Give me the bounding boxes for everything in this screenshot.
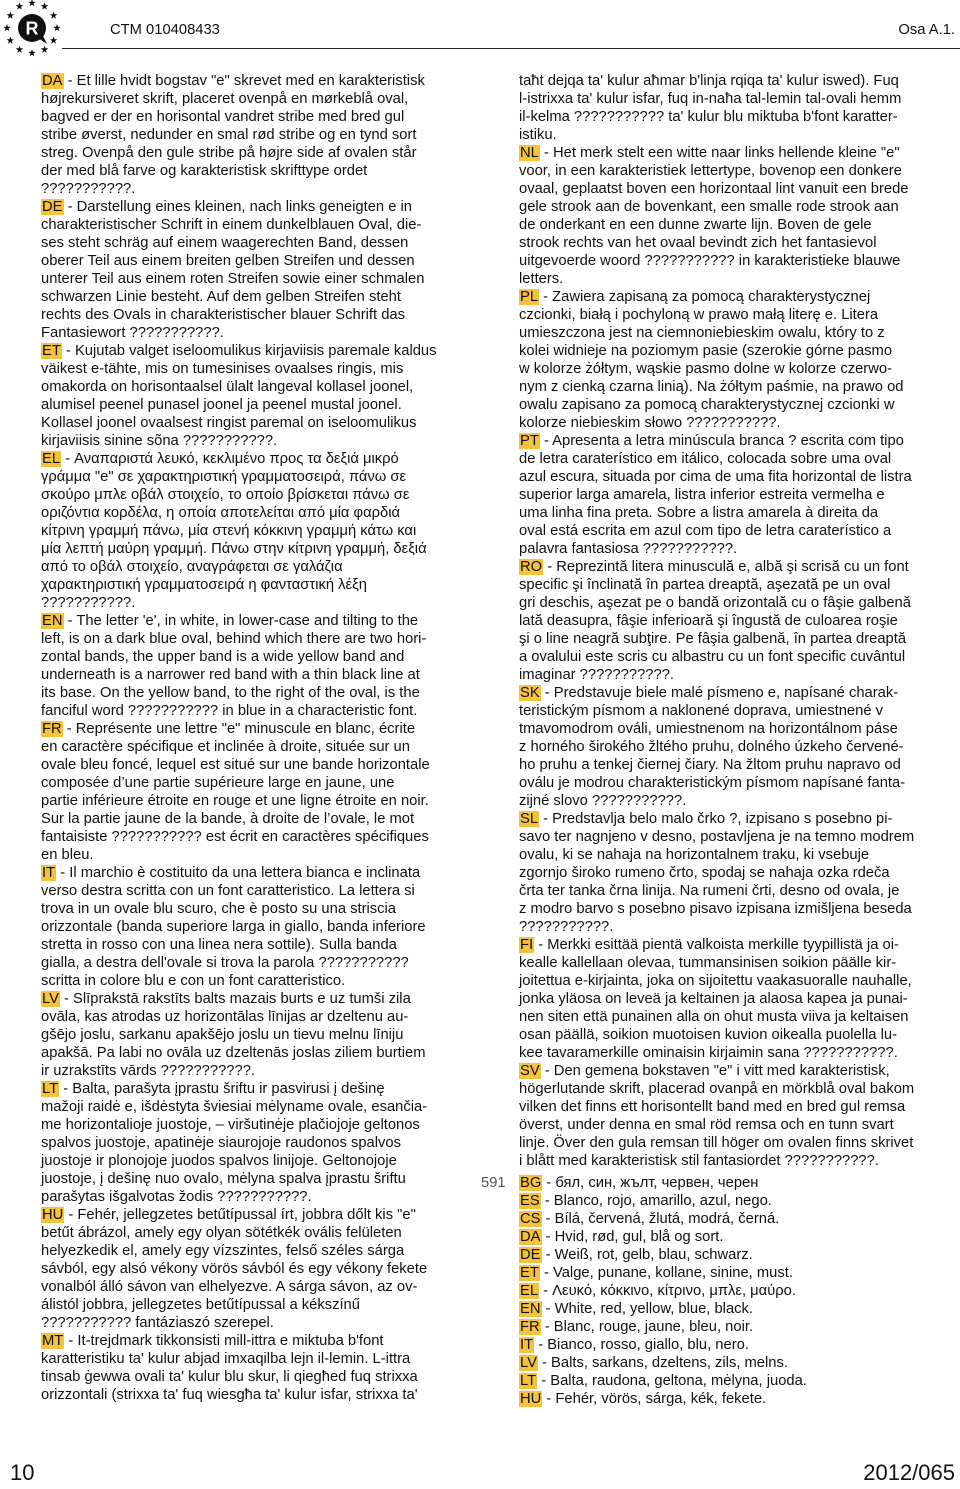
description-da [41,72,451,198]
description-text: - Kujutab valget iseloomulikus kirjaviisis paremale kaldus väikest e-tähte, mis on tumesinises ovaalses ringis, mis omakorda on horisontaalsel ülalt langeval kollasel joonel, alumisel peenel punasel joonel ja peenel mustal joonel. Kollasel joonel ovaalsest ringist paremal on iseloomulikus kirjaviisis sinine sõna ???????????. [41,343,437,449]
description-text: - Het merk stelt een witte naar links hellende kleine "e" voor, in een karakteristiek lettertype, bovenop een donkere ovaal, geplaatst boven een horizontaal lint vanuit een brede gele strook aan de bovenkant, een smalle rode strook aan de onderkant en een dunne zwarte lijn. Boven de gele strook rechts van het ovaal bevindt zich het fantasievol uitgevoerde woord ??????????? in karakteristieke blauwe letters. [519,145,909,287]
colour-claim-et [519,1264,929,1282]
description-text: - Predstavuje biele malé písmeno e, napísané charak- teristickým písmom a naklonené doprava, umiestnené v tmavomodrom ováli, umiestnenom na horizontálnom páse z horného širokého žltého pruhu, dolného úzkeho červené- ho pruhu a tenkej čiernej čiary. Na žltom pruhu napravo od oválu je modrou charakteristickým písmom napísané fanta- zijné slovo ???????????. [519,685,906,809]
description-lv [41,990,451,1080]
colour-claim-es [519,1192,929,1210]
description-pl [519,288,929,432]
logo-star [50,12,58,19]
description-mt [41,1332,451,1404]
logo-star [7,37,15,44]
language-code: ES [520,1193,540,1209]
description-de [41,198,451,342]
description-hu [41,1206,451,1332]
right-column [519,72,929,1408]
colour-claim-lt [519,1372,929,1390]
language-code: LV [42,991,59,1007]
description-sv [519,1062,929,1170]
description-text: - The letter 'e', in white, in lower-case and tilting to the left, is on a dark blue oval, behind which there are two hori- zontal bands, the upper band is a wide yellow band and underneath is a narrower red band with a thin black line at its base. On the yellow band, to the right of the oval, is the fanciful word ??????????? in blue in a characteristic font. [41,613,427,719]
logo-star [53,24,61,31]
logo-star [16,2,24,9]
description-fi [519,936,929,1062]
ohim-logo-icon [0,0,64,60]
description-text: - Fehér, jellegzetes betűtípussal írt, jobbra dőlt kis "e" betűt ábrázol, amely egy olyan sötétkék ovális felületen helyezkedik el, amely egy vízszintes, felső széles sárga sávból, egy alsó vékony vörös sávból és egy vékony fekete vonalból álló sávon van elhelyezve. A sárga sávon, az ov- álistól jobbra, jellegzetes betűtípussal a kékszínű ??????????? fantáziaszó szerepel. [41,1207,428,1331]
language-code: MT [42,1333,64,1349]
colour-claim-hu [519,1390,929,1408]
description-text: - Predstavlja belo malo črko ?, izpisano s posebno pi- savo ter nagnjeno v desno, postavljena je na temno modrem ovalu, ki se nahaja na horizontalnem traku, ki vsebuje zgornjo široko rumeno črto, spodaj se nahaja ozka rdeča črta ter tanka črna linija. Na rumeni črti, desno od ovala, je z modro barvo s posebno pisavo izpisana izmišljena beseda ???????????. [519,811,915,935]
logo-star [50,37,58,44]
language-code: DE [42,199,63,215]
colour-claim-el [519,1282,929,1300]
section-label: Osa A.1. [898,22,955,38]
bulletin-issue: 2012/065 [863,1460,955,1485]
colour-claim-fr [519,1318,929,1336]
language-code: BG [520,1175,542,1191]
colour-claim-lv [519,1354,929,1372]
description-text: - It-trejdmark tikkonsisti mill-ittra e miktuba b'font karatteristiku ta' kulur abjad imxaqilba lejn il-lemin. L-ittra tinsab ġewwa ovali ta' kulur blu skur, li qiegħed fuq strixxa orizzontali (strixxa ta' fuq wiesgħa ta' kulur isfar, strixxa ta' [41,1333,418,1403]
colour-claim-bg [519,1174,929,1192]
language-code: EN [520,1301,541,1317]
left-column [41,72,451,1404]
colour-claim-text: - Blanc, rouge, jaune, bleu, noir. [540,1319,754,1335]
logo-star [28,49,36,56]
language-code: FR [520,1319,540,1335]
description-text: - Slīprakstā rakstīts balts mazais burts e uz tumši zila ovāla, kas atrodas uz horizontālas līnijas ar dzeltenu au- gšējo joslu, sarkanu apakšējo joslu un tievu melnu līniju apakšā. Pa labi no ovāla uz dzeltenās joslas ziliem burtiem ir uzrakstīts vārds ???????????. [41,991,426,1079]
colour-claims [519,1174,929,1408]
language-code: IT [520,1337,534,1353]
language-code: SL [520,811,539,827]
description-text: - Représente une lettre "e" minuscule en blanc, écrite en caractère spécifique et inclinée à droite, située sur un ovale bleu foncé, lequel est situé sur une bande horizontale composée d’une partie supérieure large en jaune, une partie inférieure étroite en rouge et une ligne étroite en noir. Sur la partie jaune de la bande, à droite de l’ovale, le mot fantaisiste ??????????? est écrit en caractères spécifiques en bleu. [41,721,430,863]
colour-claim-text: - бял, син, жълт, червен, черен [542,1175,759,1191]
language-code: DA [42,73,63,89]
language-code: EL [520,1283,539,1299]
logo-star [7,12,15,19]
colour-claim-text: - Balta, raudona, geltona, mėlyna, juoda. [537,1373,807,1389]
colour-claim-text: - Λευκό, κόκκινο, κίτρινο, μπλε, μαύρο. [539,1283,796,1299]
logo-star [41,2,49,9]
language-code: CS [520,1211,541,1227]
language-code: SV [520,1063,540,1079]
entry-number: 591 [481,1175,506,1191]
page-number: 10 [10,1460,35,1485]
description-text: - Il marchio è costituito da una lettera bianca e inclinata verso destra scritta con un font caratteristico. La lettera si trova in un ovale blu scuro, che è posto su una striscia orizzontale (banda superiore larga in giallo, banda inferiore stretta in rosso con una linea nera sottile). Sulla banda gialla, a destra dell'ovale si trova la parola ??????????? scritta in colore blu e con un font caratteristico. [41,865,426,989]
colour-claim-text: - Bílá, červená, žlutá, modrá, černá. [541,1211,780,1227]
language-code: FR [42,721,62,737]
description-text: - Merkki esittää pientä valkoista merkille tyypillistä ja oi- kealle kallellaan olevaa, tummansinisen soikion päälle kir- joitettua e-kirjainta, joka on sijoitettu vaakasuoralle nauhalle, jonka yläosa on leveä ja keltainen ja alaosa kapea ja punai- nen siten että punainen alla on ohut musta viiva ja keltaisen osan päällä, soikion muotoisen kuvion oikealla puolella lu- kee tavaramerkille ominaisin kirjaimin sana ???????????. [519,937,912,1061]
language-code: PL [520,289,539,305]
description-et [41,342,451,450]
header-rule [62,48,960,49]
language-code: EL [42,451,61,467]
language-code: DE [520,1247,541,1263]
language-code: LV [520,1355,537,1371]
language-code: SK [520,685,540,701]
logo-star [16,46,24,53]
language-code: EN [42,613,63,629]
language-code: DA [520,1229,541,1245]
description-text: - Αναπαριστά λευκό, κεκλιμένο προς τα δεξιά μικρό γράμμα "e" σε χαρακτηριστική γραμματοσειρά, πάνω σε σκούρο μπλε οβάλ στοιχείο, το οποίο βρίσκεται πάνω σε οριζόντια κορδέλα, η οποία αποτελείται από μία φαρδιά κίτρινη γραμμή πάνω, μία στενή κόκκινη γραμμή κάτω και μία λεπτή μαύρη γραμμή. Πάνω στην κίτρινη γραμμή, δεξιά από το οβάλ στοιχείο, αναγράφεται σε γαλάζια χαρακτηριστική γραμματοσειρά η φανταστική λέξη ???????????. [41,451,427,611]
description-ro [519,558,929,684]
language-code: IT [42,865,56,881]
description-lt [41,1080,451,1206]
colour-claim-text: - Bianco, rosso, giallo, blu, nero. [534,1337,749,1353]
colour-claim-en [519,1300,929,1318]
colour-claim-text: - Hvid, rød, gul, blå og sort. [541,1229,724,1245]
description-sk [519,684,929,810]
colour-claim-da [519,1228,929,1246]
language-code: LT [520,1373,537,1389]
description-fr [41,720,451,864]
description-en [41,612,451,720]
language-code: NL [520,145,539,161]
description-text: - Zawiera zapisaną za pomocą charakterystycznej czcionki, białą i pochyloną w prawo małą literę e. Litera umieszczona jest na ciemnoniebieskim owalu, który to z kolei widnieje na poziomym pasie (szerokie górne pasmo w kolorze żółtym, wąskie pasmo dolne w kolorze czerwo- nym z cienką czarna linią). Na żółtym paśmie, na prawo od owalu zapisano za pomocą charakterystycznej czcionki w kolorze niebieskim słowo ???????????. [519,289,904,431]
description-text: - Darstellung eines kleinen, nach links geneigten e in charakteristischer Schrift in einem dunkelblauen Oval, die- ses steht schräg auf einem waagerechten Band, dessen oberer Teil aus einem breiten gelben Streifen und dessen unterer Teil aus einem roten Streifen sowie einer schmalen schwarzen Linie besteht. Auf dem gelben Streifen steht rechts des Ovals in charakteristischer blauer Schrift das Fantasiewort ???????????. [41,199,425,341]
language-code: FI [520,937,534,953]
language-code: RO [520,559,543,575]
colour-claim-de [519,1246,929,1264]
description-sl [519,810,929,936]
colour-claim-text: - Valge, punane, kollane, sinine, must. [539,1265,793,1281]
colour-claim-text: - Balts, sarkans, dzeltens, zils, melns. [537,1355,788,1371]
description-pt [519,432,929,558]
language-code: HU [520,1391,542,1407]
colour-claim-text: - Blanco, rojo, amarillo, azul, nego. [540,1193,772,1209]
description-el [41,450,451,612]
colour-claim-it [519,1336,929,1354]
description-text: - Reprezintă litera minusculă e, albă şi scrisă cu un font specific şi înclinată în partea dreaptă, aşezată pe un oval gri deschis, aşezat pe o bandă orizontală cu o fâşie galbenă lată deasupra, fâşie inferioară şi îngustă de culoarea roşie şi o line neagră subţire. Pe fâşia galbenă, în partea dreaptă a ovalului este scris cu albastru cu un font specific cuvântul imaginar ???????????. [519,559,911,683]
ctm-number: CTM 010408433 [110,22,220,38]
language-code: PT [520,433,539,449]
description-it [41,864,451,990]
colour-claim-text: - Weiß, rot, gelb, blau, schwarz. [541,1247,753,1263]
language-code: LT [42,1081,59,1097]
description-text: - Et lille hvidt bogstav "e" skrevet med en karakteristisk højrekursiveret skrift, placeret ovenpå en mørkeblå oval, bagved er der en horisontal vandret stribe med bred gul stribe øverst, nedunder en smal rød stribe og en tynd sort streg. Ovenpå den gule stribe på højre side af ovalen står der med blå farve og karakteristisk skrifttype ordet ???????????. [41,73,425,197]
colour-claim-cs [519,1210,929,1228]
description-text: - Apresenta a letra minúscula branca ? escrita com tipo de letra caraterístico em itálico, colocada sobre uma oval azul escura, situada por cima de uma fita horizontal de listra superior larga amarela, listra inferior estreita vermelha e uma linha fina preta. Sobre a listra amarela à direita da oval está escrita em azul com tipo de letra caraterístico a palavra fantasiosa ???????????. [519,433,912,557]
colour-claim-text: - Fehér, vörös, sárga, kék, fekete. [542,1391,767,1407]
description-mt-continued: taħt dejqa ta' kulur aħmar b'linja rqiqa ta' kulur iswed). Fuq l-istrixxa ta' kulur isfar, fuq in-naħa tal-lemin tal-ovali hemm il-kelma ??????????? ta' kulur blu miktuba b'font karatter- istiku. [519,73,902,143]
logo-letter: R [25,18,39,39]
language-code: ET [42,343,61,359]
description-text: - Den gemena bokstaven "e" i vitt med karakteristisk, högerlutande skrift, placerad ovanpå en mörkblå oval bakom vilken det finns ett horisontellt band med en bred gul remsa överst, under denna en smal röd remsa och en tunn svart linje. Över den gula remsan till höger om ovalen finns skrivet i blått med karakteristisk stil fantasiordet ???????????. [519,1063,915,1169]
language-code: HU [42,1207,64,1223]
language-code: ET [520,1265,539,1281]
colour-claim-text: - White, red, yellow, blue, black. [541,1301,754,1317]
logo-star [3,24,11,31]
logo-star [41,46,49,53]
logo-star [28,0,36,6]
description-text: - Balta, parašyta įprastu šriftu ir pasvirusi į dešinę mažoji raidė e, išdėstyta šviesiai mėlyname ovale, esančia- me horizontalioje juostoje, – viršutinėje plačiojoje geltonos spalvos juostoje, apatinėje siaurojoje raudonos spalvos juostoje ir plonojoje juodos spalvos linijoje. Geltonojoje juostoje, į dešinę nuo ovalo, mėlyna spalva įprastu šriftu parašytas išgalvotas žodis ???????????. [41,1081,428,1205]
description-nl [519,144,929,288]
